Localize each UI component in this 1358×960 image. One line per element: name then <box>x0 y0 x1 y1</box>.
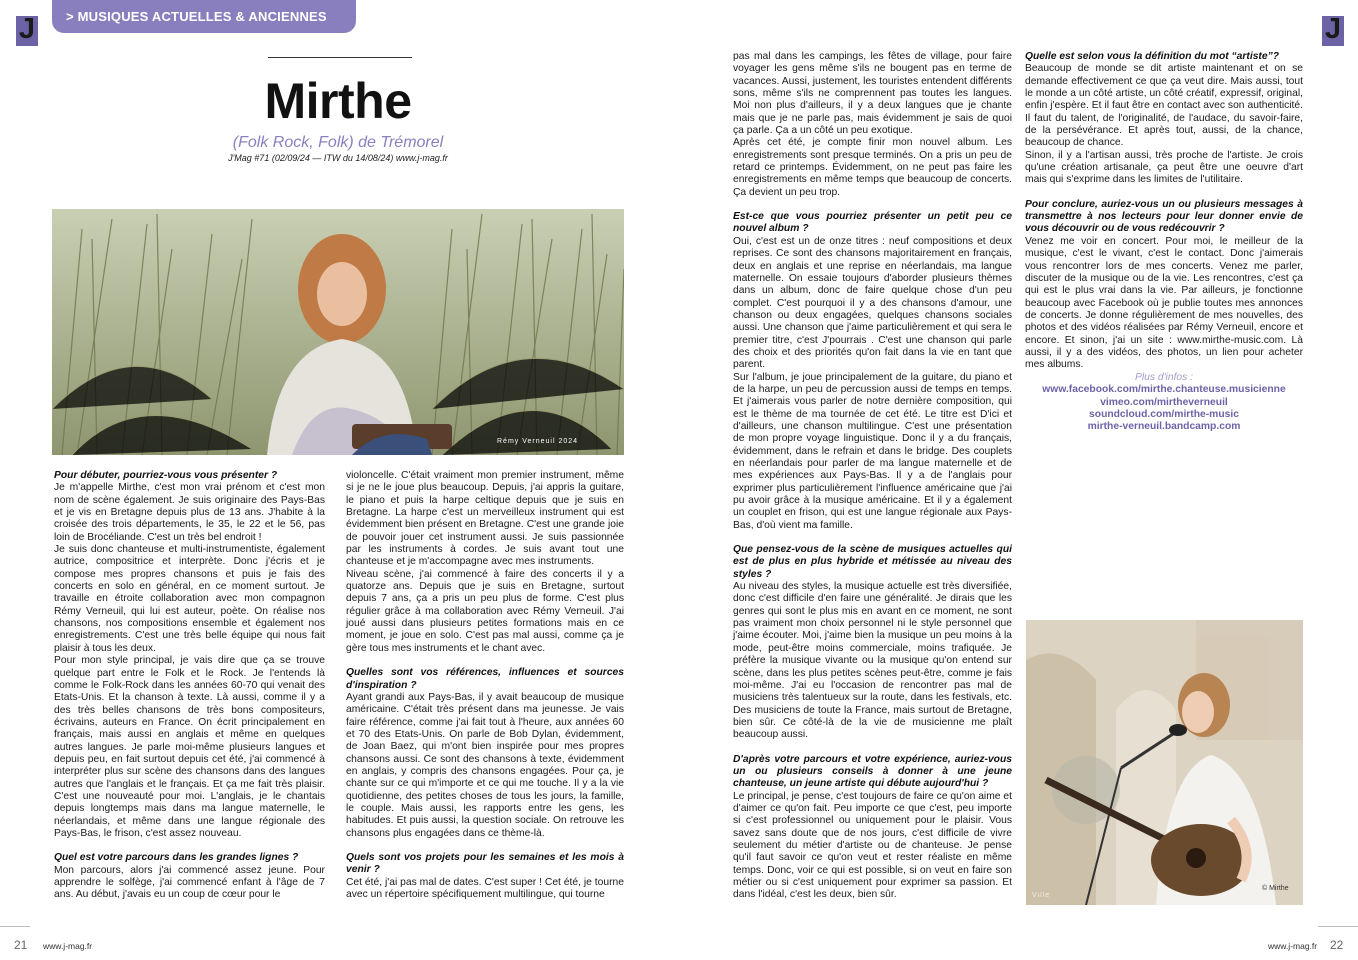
interview-answer: Pour mon style principal, je vais dire que ça se trouve quelque part entre le Folk et le Rock. Je l'entends là comme le Folk-Rock dans les années 60-70 qui venait des Etats-Unis. Et la chanson à texte. Là aussi, comme il y a des très belles chansons de très bons compositeurs, écrivains, auteurs en France. On écrit principalement en français, mais aussi en anglais et même en quelques autres langues. Je parle moi-même plusieurs langues et depuis peu, en fait surtout depuis cet été, j'ai commencé à interpréter plus sur scène des chansons dans des langues autres que l'anglais et le français. Et ça me fait très plaisir. C'est une nouveauté pour moi. L'anglais, je le chantais depuis longtemps mais dans ma langue maternelle, le néerlandais, et même dans une langue régionale des Pays-Bas, le frison, c'est assez nouveau. <box>54 655 325 839</box>
article-column-1 <box>54 470 325 902</box>
more-info-block <box>1025 372 1303 434</box>
facebook-link[interactable]: www.facebook.com/mirthe.chanteuse.musicienne <box>1042 384 1286 396</box>
page-number-left: 21 <box>14 938 28 952</box>
article-source: J'Mag #71 (02/09/24 — ITW du 14/08/24) www.j-mag.fr <box>228 153 448 163</box>
jmag-logo-right <box>1322 13 1344 46</box>
interview-question: Pour débuter, pourriez-vous vous présenter ? <box>54 470 278 481</box>
interview-answer: Cet été, j'ai pas mal de dates. C'est super ! Cet été, je tourne avec un répertoire spécifiquement multilingue, qui tourne <box>346 876 624 900</box>
interview-answer: Venez me voir en concert. Pour moi, le meilleur de la musique, c'est le vivant, c'est le contact. Donc j'aimerais vous rencontrer lors de mes concerts. Venez me parler, discuter de la musique ou de la vie. Les rencontres, c'est ça qui est le plus vrai dans la vie. Par ailleurs, je fonctionne beaucoup avec Facebook où je publie toutes mes annonces de concerts. Je donne régulièrement de mes nouvelles, des photos et des vidéos réalisées par Rémy Verneuil, encore et encore. Et sinon, j'ai un site : www.mirthe-music.com. Là aussi, il y a des vidéos, des photos, un lien pour acheter mes albums. <box>1025 235 1303 371</box>
paragraph-gap <box>733 199 1012 211</box>
interview-answer: Sur l'album, je joue principalement de la guitare, du piano et de la harpe, un peu de percussion aussi de temps en temps. Et j'aimerais vous parler de notre dernière composition, qui est le thème de ma tournée de cet été. Le titre est D'ici et d'ailleurs, une chanson multilingue. C'est une présentation de mon propre voyage linguistique. Donc il y a du français, évidemment, dans le refrain et dans le bridge. Des couplets en néerlandais pour parler de ma langue maternelle et de mes expériences aux Pays-Bas. Il y a de l'anglais pour exprimer plus particulièrement l'influence américaine que j'ai pu avoir grâce à la musique américaine. Et il y a également un couplet en frison, qui est une langue régionale aux Pays-Bas, d'où vient ma famille. <box>733 371 1012 531</box>
title-rule <box>268 57 412 58</box>
interview-answer: Niveau scène, j'ai commencé à faire des concerts il y a quatorze ans. Depuis que je suis en Bretagne, surtout depuis 7 ans, ça a pris un peu plus de forme. C'est plus régulier grâce à ma collaboration avec Rémy Verneuil. J'ai joué aussi dans plusieurs petites formations mais en ce moment, je joue en solo. C'est pas mal aussi, comme ça je gère tous mes instruments et le chant avec. <box>346 568 624 654</box>
interview-question: D'après votre parcours et votre expérience, auriez-vous un ou plusieurs conseils à donner à une jeune chanteuse, un jeune artiste qui débute aujourd'hui ? <box>733 753 1012 790</box>
interview-answer: Au niveau des styles, la musique actuelle est très diversifiée, donc c'est difficile d'en faire une généralité. Je dirais que les genres qui sont le plus mis en avant en ce moment, ne sont pas vraiment mon choix personnel ni le style personnel que j'aime écouter. Moi, j'aime bien la musique un peu moins à la mode, peut-être moins commerciale, moins trafiquée. Je préfère la musique vivante ou la musique qu'on entend sur scène, dans les plus petites scènes peut-être, comme je fais moi-même. J'ai eu l'occasion de rencontrer pas mal de musiciens très talentueux sur la route, dans les festivals, etc. Des musiciens de toute la France, mais surtout de Bretagne, bien sûr. Ce côté-là de la vie de musicienne me plaît beaucoup aussi. <box>733 581 1012 741</box>
interview-answer: Mon parcours, alors j'ai commencé assez jeune. Pour apprendre le solfège, j'ai commencé enfant à l'âge de 7 ans. Au début, j'avais eu un coup de cœur pour le <box>54 864 325 901</box>
interview-question: Quels sont vos projets pour les semaines et les mois à venir ? <box>346 851 624 876</box>
interview-question: Pour conclure, auriez-vous un ou plusieurs messages à transmettre à nos lecteurs pour leur donner envie de vous découvrir ou de vous redécouvrir ? <box>1025 198 1303 235</box>
guitar-photo-illustration <box>1026 620 1303 905</box>
singer-grass-photo <box>52 209 624 455</box>
article-column-4 <box>1025 51 1303 372</box>
logo-letter: J <box>18 13 36 45</box>
footer-url-right[interactable]: www.j-mag.fr <box>1268 941 1318 951</box>
interview-question: Est-ce que vous pourriez présenter un petit peu ce nouvel album ? <box>733 211 1012 235</box>
photo-credit-bottom: © Mirthe <box>1262 885 1289 892</box>
interview-answer: violoncelle. C'était vraiment mon premier instrument, même si je ne le joue plus beaucoup. Depuis, j'ai appris la guitare, le piano et puis la harpe celtique depuis que je suis en Bretagne. La harpe c'est un merveilleux instrument qui est évidemment bien présent en Bretagne. C'est une grande joie de pouvoir jouer cet instrument aussi. Je suis passionnée par les instruments à cordes. Je suis avant tout une chanteuse et je m'accompagne avec mes instruments. <box>346 470 624 568</box>
interview-question: Que pensez-vous de la scène de musiques actuelles qui est de plus en plus hybride et métissée au niveau des styles ? <box>733 544 1012 580</box>
singer-guitar-photo <box>1026 620 1303 905</box>
interview-answer: Je suis donc chanteuse et multi-instrumentiste, également autrice, compositrice et interprète. Donc j'écris et je compose mes propres chansons et puis je fais des concerts en solo en général, en ce moment surtout. Je travaille en étroite collaboration avec mon compagnon Rémy Verneuil, qui lui est auteur, poète. On réalise nos chansons, nos compositions ensemble et également nos enregistrements. C'est une très belle équipe qui nous fait plaisir à tous les deux. <box>54 544 325 654</box>
grass-photo-illustration <box>52 209 624 455</box>
paragraph-gap <box>733 742 1012 754</box>
interview-question: Quel est votre parcours dans les grandes lignes ? <box>54 852 299 864</box>
footer-url-left[interactable]: www.j-mag.fr <box>43 941 93 951</box>
interview-answer: Après cet été, je compte finir mon nouvel album. Les enregistrements sont presque terminés. On a pris un peu de retard ce printemps. Évidemment, on ne peut pas faire les enregistrements en même temps que beaucoup de concerts. Ça devient un peu trop. <box>733 137 1012 198</box>
interview-question: Quelles sont vos références, influences et sources d'inspiration ? <box>346 667 624 691</box>
section-tab: > MUSIQUES ACTUELLES & ANCIENNES <box>52 0 356 33</box>
footer-rule-right <box>1318 926 1358 927</box>
article-title: Mirthe <box>264 73 412 129</box>
interview-question: Quelle est selon vous la définition du mot “artiste”? <box>1025 51 1280 62</box>
paragraph-gap <box>346 655 624 667</box>
article-column-3 <box>733 51 1012 902</box>
vimeo-link[interactable]: vimeo.com/mirtheverneuil <box>1100 396 1228 408</box>
paragraph-gap <box>733 532 1012 544</box>
paragraph-gap <box>1025 187 1303 199</box>
interview-answer: Beaucoup de monde se dit artiste maintenant et on se demande effectivement ce que ça veut dire. Mais aussi, tout le monde a un côté artiste, un côté créatif, expressif, original, enfin j'espère. Et il faut être en contact avec son authenticité. Il faut du talent, de l'originalité, de l'audace, du savoir-faire, de la persévérance. Et après tout, aussi, de la chance, beaucoup de chance. <box>1025 63 1303 149</box>
interview-answer: Je m'appelle Mirthe, c'est mon vrai prénom et c'est mon nom de scène également. Je suis originaire des Pays-Bas et je vis en Bretagne depuis plus de 13 ans. J'habite à la croisée des trois départements, le 35, le 22 et le 56, pas loin de Brocéliande. C'est un très bel endroit ! <box>54 482 325 543</box>
paragraph-gap <box>346 840 624 852</box>
article-subtitle: (Folk Rock, Folk) de Trémorel <box>232 134 444 151</box>
soundcloud-link[interactable]: soundcloud.com/mirthe-music <box>1089 409 1239 421</box>
photo-watermark: Ville <box>1032 892 1051 899</box>
logo-letter: J <box>1324 13 1342 45</box>
photo-credit-top: Rémy Verneuil 2024 <box>497 438 579 445</box>
interview-answer: Sinon, il y a l'artisan aussi, très proche de l'artiste. Je crois qu'une création artisanale, ça peut être une oeuvre d'art mais qui s'exprime dans les limites de l'utilitaire. <box>1025 149 1303 186</box>
interview-answer: pas mal dans les campings, les fêtes de village, pour faire voyager les gens même s'ils ne bougent pas en terme de vacances. Aussi, justement, les touristes entendent différents sons, même s'ils ne comprennent pas toutes les langues. Moi non plus d'ailleurs, il y a deux langues que je chante mais que je ne parle pas, mais évidemment je sais de quoi ça parle. Ça a un côté un peu exotique. <box>733 51 1012 137</box>
footer-rule-left <box>0 926 30 927</box>
page-number-right: 22 <box>1330 938 1344 952</box>
more-info-label: Plus d'infos : <box>1134 372 1194 383</box>
paragraph-gap <box>54 840 325 852</box>
interview-answer: Oui, c'est est un de onze titres : neuf compositions et deux reprises. Ce sont des chansons majoritairement en français, deux en anglais et une reprise en néerlandais, ma langue maternelle. On essaie toujours d'aborder plusieurs thèmes dans un album, donc de faire quelque chose d'un peu complet. C'est pourquoi il y a des chansons d'amour, une chanson ou deux engagées, quelques chansons sociales aussi. Une chanson que j'aime particulièrement et qui sera le premier titre, c'est J'pourrais . C'est une chanson qui parle des choix et des priorités qu'on fait dans la vie en tant que parent. <box>733 235 1012 371</box>
bandcamp-link[interactable]: mirthe-verneuil.bandcamp.com <box>1087 421 1241 433</box>
jmag-logo-left <box>16 13 38 46</box>
interview-answer: Ayant grandi aux Pays-Bas, il y avait beaucoup de musique américaine. C'était très présent dans ma jeunesse. Je vais faire référence, comme j'ai fait tout à l'heure, aux années 60 et 70 des Etats-Unis. On parle de Bob Dylan, évidemment, de Joan Baez, qui m'ont bien inspirée pour mes propres chansons aussi. Ce sont des chansons à texte, évidemment en anglais, y compris des chansons engagées. Pour ça, je chante sur ce qui m'importe et ce qui me touche. Il y a la vie quotidienne, des petites choses de tous les jours, la famille, le couple. Mais aussi, les rapports entre les gens, les habitudes. Et puis aussi, la question sociale. On retrouve les chansons plus engagées dans ce thème-là. <box>346 691 624 839</box>
article-column-2 <box>346 470 624 901</box>
interview-answer: Le principal, je pense, c'est toujours de faire ce qu'on aime et d'aimer ce qu'on fait. Peu importe ce que c'est, peu importe si c'est professionnel ou uniquement pour le plaisir. Vous savez sans doute que de nos jours, c'est difficile de vivre seulement du métier d'artiste ou de chanteuse. Je pense qu'il faut savoir ce qu'on veut et rester réaliste en même temps. Donc, voir ce qui est possible, si on veut en faire son métier ou si c'est uniquement pour exprimer sa passion. Et dans l'idéal, c'est les deux, bien sûr. <box>733 790 1012 901</box>
